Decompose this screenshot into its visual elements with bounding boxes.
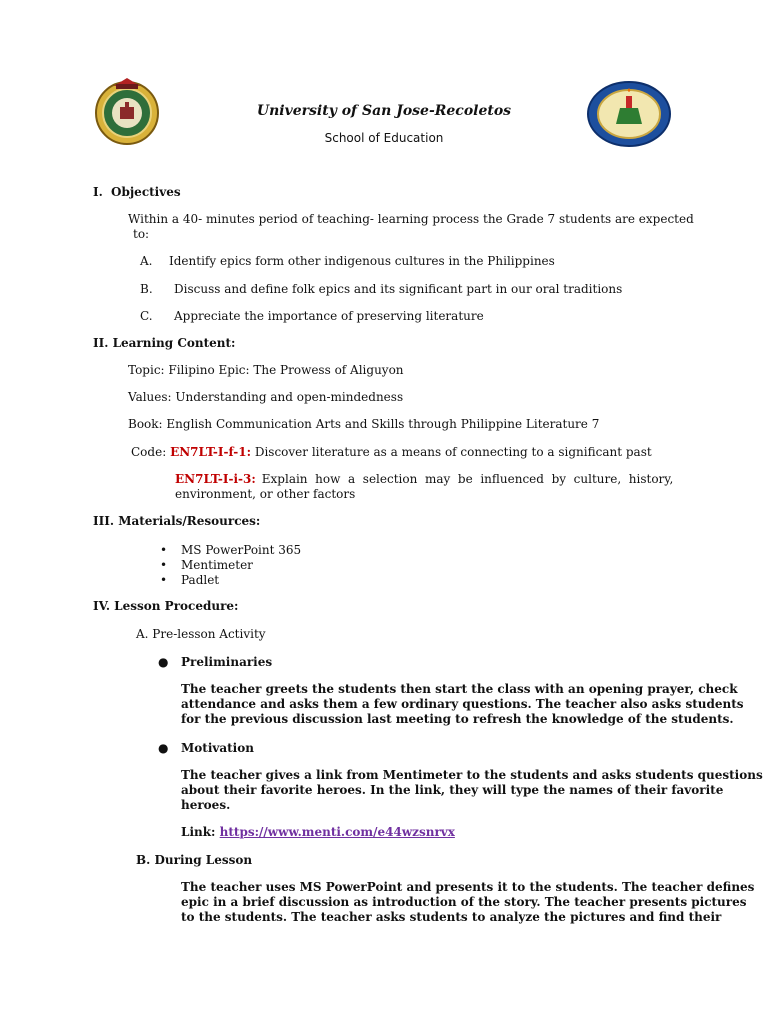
code-2: EN7LT-I-i-3: (175, 472, 256, 486)
material-item: MS PowerPoint 365 (181, 543, 302, 557)
during-lesson-line: The teacher uses MS PowerPoint and presents it to the students. The teacher defines (181, 880, 755, 894)
preliminaries-line: for the previous discussion last meeting to refresh the knowledge of the students. (181, 712, 734, 726)
values-line: Values: Understanding and open-mindedness (128, 390, 404, 404)
book-line: Book: English Communication Arts and Skills through Philippine Literature 7 (128, 417, 600, 431)
bullet-icon: ● (158, 655, 169, 669)
objectives-heading: Objectives (111, 185, 181, 199)
menti-link-line (181, 825, 455, 840)
preliminaries-title: Preliminaries (181, 655, 273, 669)
link-label: Link: (181, 825, 216, 839)
code-1: EN7LT-I-f-1: (170, 445, 251, 459)
procedure-heading: IV. Lesson Procedure: (93, 599, 239, 613)
motivation-line: The teacher gives a link from Mentimeter to the students and asks students questions (181, 768, 763, 782)
pre-lesson-heading: A. Pre-lesson Activity (136, 627, 266, 641)
objectives-intro-cont: to: (133, 227, 150, 241)
university-name: University of San Jose-Recoletos (256, 103, 512, 119)
topic-line: Topic: Filipino Epic: The Prowess of Aliguyon (128, 363, 404, 377)
bullet-icon: • (160, 543, 168, 557)
during-lesson-heading: B. During Lesson (136, 853, 253, 867)
objective-a-letter: A. (140, 254, 153, 268)
school-name: School of Education (324, 131, 444, 145)
objective-c-letter: C. (140, 309, 153, 323)
code-1-text: Discover literature as a means of connecting to a significant past (254, 445, 652, 459)
motivation-title: Motivation (181, 741, 254, 755)
learning-content-heading: II. Learning Content: (93, 336, 236, 350)
bullet-icon: ● (158, 741, 169, 755)
during-lesson-line: to the students. The teacher asks students to analyze the pictures and find their (181, 910, 722, 924)
motivation-line: about their favorite heroes. In the link, they will type the names of their favorite (181, 783, 724, 797)
bullet-icon: • (160, 558, 168, 572)
code-label: Code: (131, 445, 167, 459)
code-2-text: Explain how a selection may be influenced by culture, history, (261, 472, 674, 486)
preliminaries-line: attendance and asks them a few ordinary questions. The teacher also asks students (181, 697, 744, 711)
during-lesson-line: epic in a brief discussion as introduction of the story. The teacher presents pictures (181, 895, 747, 909)
objectives-intro: Within a 40- minutes period of teaching- learning process the Grade 7 students are expected (128, 212, 694, 226)
material-item: Mentimeter (181, 558, 253, 572)
material-item: Padlet (181, 573, 220, 587)
motivation-line: heroes. (181, 798, 231, 812)
code-2-block (175, 472, 678, 501)
code-2-text-cont: environment, or other factors (175, 486, 356, 501)
preliminaries-line: The teacher greets the students then start the class with an opening prayer, check (181, 682, 738, 696)
objective-a-text: Identify epics form other indigenous cultures in the Philippines (169, 254, 555, 268)
objectives-heading-number: I. (93, 185, 103, 199)
objective-b-text: Discuss and define folk epics and its significant part in our oral traditions (174, 282, 623, 296)
code-line (131, 445, 652, 460)
mentimeter-link[interactable]: https://www.menti.com/e44wzsnrvx (219, 825, 455, 839)
materials-heading: III. Materials/Resources: (93, 514, 261, 528)
bullet-icon: • (160, 573, 168, 587)
objective-b-letter: B. (140, 282, 153, 296)
objective-c-text: Appreciate the importance of preserving literature (174, 309, 484, 323)
